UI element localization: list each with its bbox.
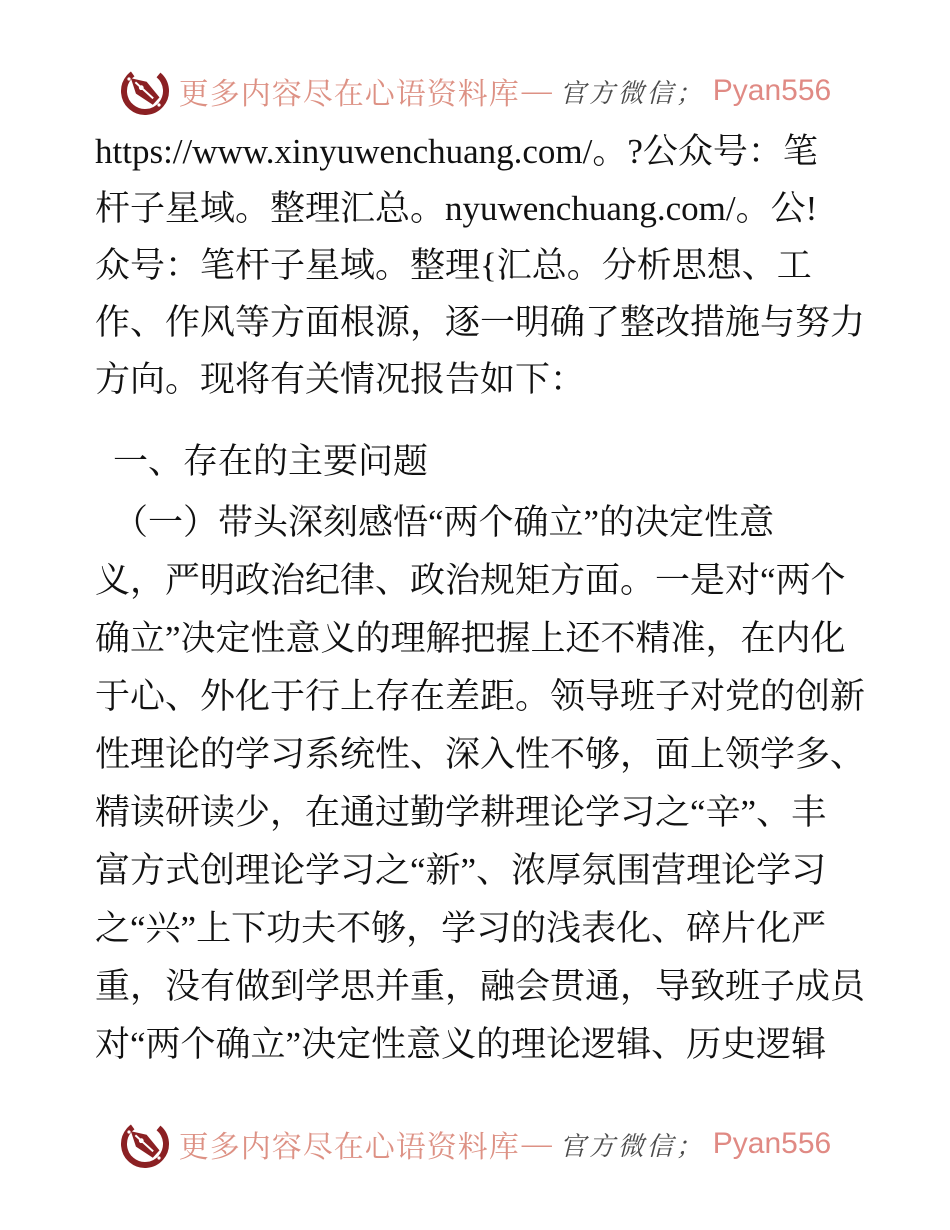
watermark-separator: — xyxy=(521,1127,552,1160)
text-line: （一）带头深刻感悟“两个确立”的决定性意 xyxy=(113,503,775,542)
text-line: 于心、外化于行上存在差距。领导班子对党的创新 xyxy=(95,677,866,716)
text-line: 重，没有做到学思并重，融会贯通，导致班子成员 xyxy=(95,967,866,1006)
watermark-wechat-label: 官方微信； xyxy=(559,1131,705,1161)
watermark-wechat-label: 官方微信； xyxy=(559,78,705,108)
header-watermark xyxy=(0,63,950,119)
paragraph-intro xyxy=(95,123,865,408)
watermark-brand-text: 更多内容尽在心语资料库 xyxy=(178,78,520,111)
document-body xyxy=(95,123,865,1074)
text-line: 义，严明政治纪律、政治规矩方面。一是对“两个 xyxy=(95,561,846,600)
text-line: 作、作风等方面根源，逐一明确了整改措施与努力 xyxy=(95,303,866,342)
text-line: 方向。现将有关情况报告如下： xyxy=(95,360,586,399)
text-line: https://www.xinyuwenchuang.com/。?公众号：笔 xyxy=(95,132,818,171)
brand-logo-icon xyxy=(119,65,171,117)
watermark-wechat-id: Pyan556 xyxy=(712,74,832,107)
brand-logo-icon xyxy=(119,1118,171,1170)
text-line: 众号：笔杆子星域。整理{汇总。分析思想、工 xyxy=(95,246,812,285)
text-line: 精读研读少，在通过勤学耕理论学习之“辛”、丰 xyxy=(95,793,827,832)
watermark-separator: — xyxy=(521,74,552,107)
text-line: 对“两个确立”决定性意义的理论逻辑、历史逻辑 xyxy=(95,1025,827,1064)
text-line: 杆子星域。整理汇总。nyuwenchuang.com/。公! xyxy=(95,189,818,228)
text-line: 确立”决定性意义的理解把握上还不精准，在内化 xyxy=(95,619,846,658)
paragraph-section-one xyxy=(95,494,865,1074)
watermark-brand-text: 更多内容尽在心语资料库 xyxy=(178,1131,520,1164)
text-line: 之“兴”上下功夫不够，学习的浅表化、碎片化严 xyxy=(95,909,827,948)
footer-watermark xyxy=(0,1116,950,1172)
watermark-wechat-id: Pyan556 xyxy=(712,1127,832,1160)
text-line: 性理论的学习系统性、深入性不够，面上领学多、 xyxy=(95,735,866,774)
section-heading xyxy=(95,433,865,490)
text-line: 富方式创理论学习之“新”、浓厚氛围营理论学习 xyxy=(95,851,827,890)
section-heading-text: 一、存在的主要问题 xyxy=(113,442,429,481)
